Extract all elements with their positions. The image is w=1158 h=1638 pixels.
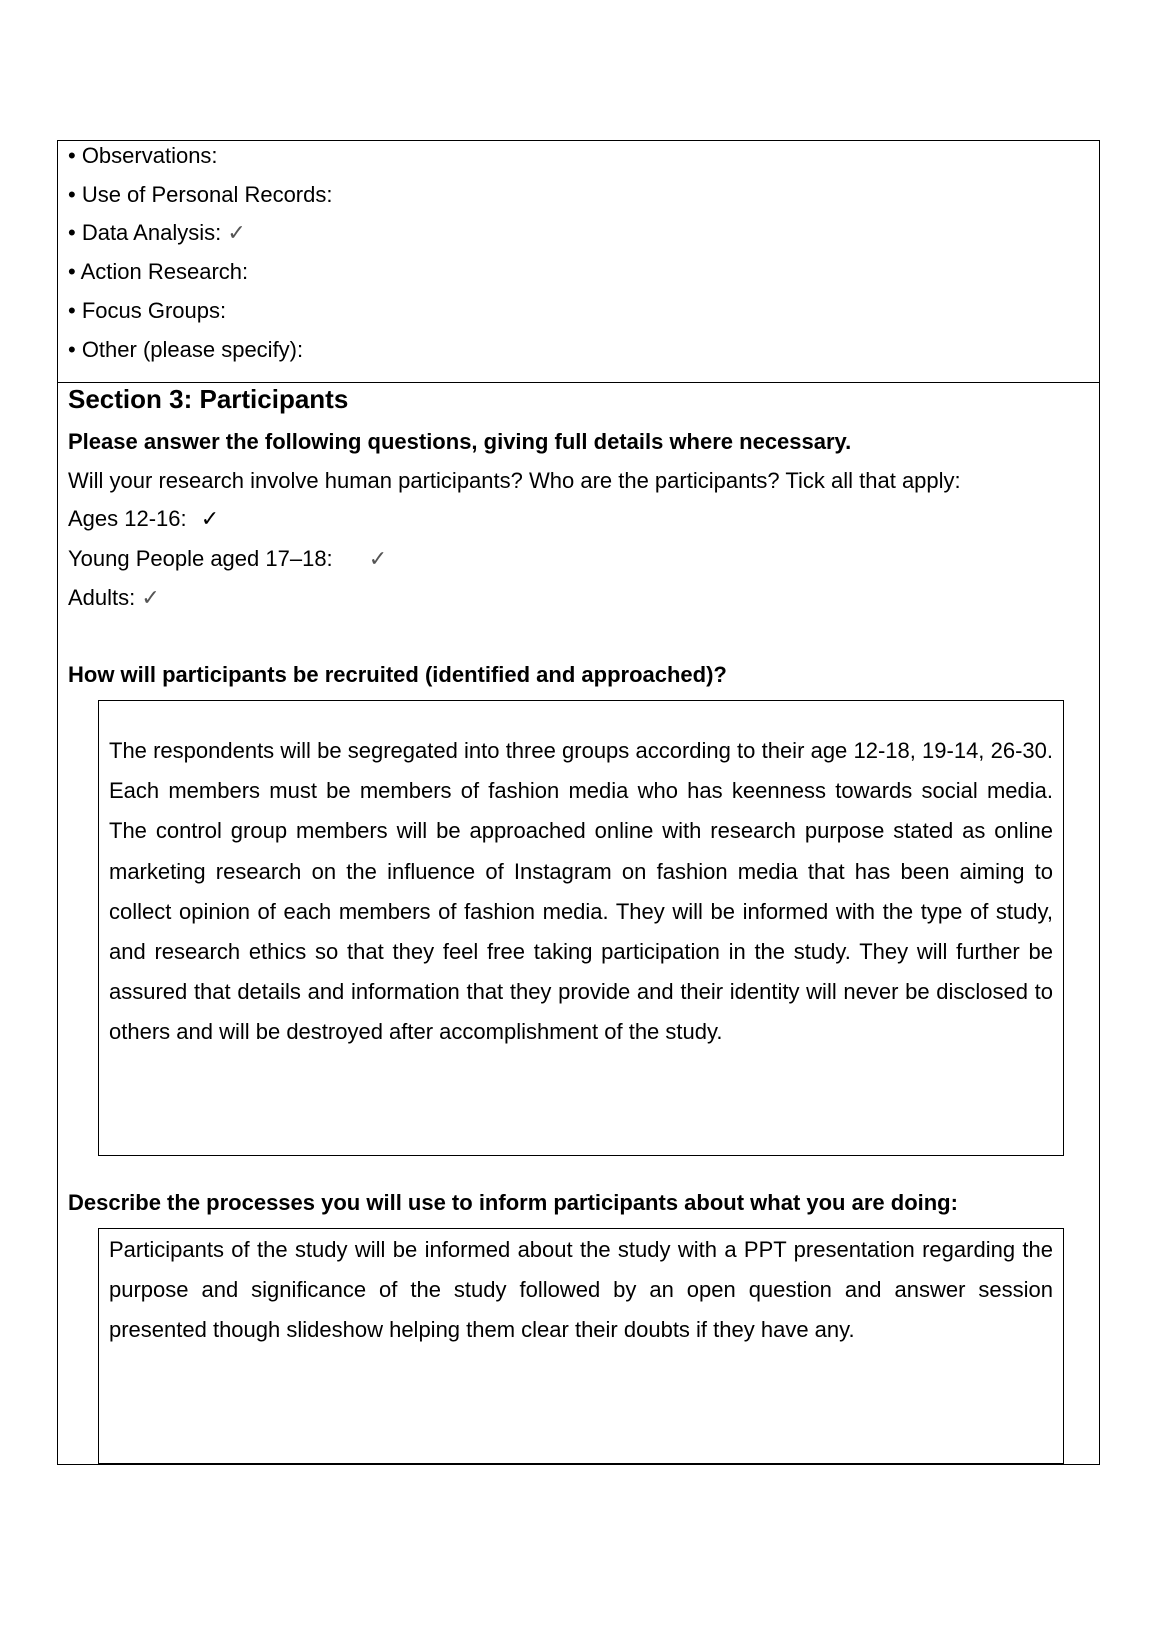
- method-observations: • Observations:: [68, 143, 218, 168]
- method-data-analysis: • Data Analysis: ✓: [68, 220, 246, 245]
- inform-answer-text: Participants of the study will be informed about the study with a PPT presentation regarding the purpose and significance of the study followed by an open question and answer session presented though slideshow helping them clear their doubts if they have any.: [109, 1237, 1053, 1343]
- recruit-answer-box: [98, 700, 1064, 1156]
- option-ages-12-16: Ages 12-16: ✓: [68, 506, 220, 531]
- option-adults: Adults: ✓: [68, 585, 160, 610]
- method-focus-groups: • Focus Groups:: [68, 298, 227, 323]
- methods-cell: [58, 141, 1099, 383]
- option-young-people: Young People aged 17–18: ✓: [68, 546, 388, 571]
- recruit-question: How will participants be recruited (identified and approached)?: [68, 662, 727, 687]
- form-table: [57, 140, 1100, 1465]
- method-action-research: • Action Research:: [68, 259, 249, 284]
- check-icon: ✓: [200, 506, 220, 531]
- method-other: • Other (please specify):: [68, 337, 304, 362]
- participants-cell: [58, 383, 1099, 1464]
- recruit-answer-text: The respondents will be segregated into three groups according to their age 12-18, 19-14, 26-30. Each members must be members of fashion media who has keenness towards social media. The control group members will be approached online with research purpose stated as online marketing research on the influence of Instagram on fashion media that has been aiming to collect opinion of each members of fashion media. They will be informed with the type of study, and research ethics so that they feel free taking participation in the study. They will further be assured that details and information that they provide and their identity will never be disclosed to others and will be destroyed after accomplishment of the study.: [109, 738, 1053, 1045]
- check-icon: ✓: [141, 585, 160, 610]
- participants-question: Will your research involve human participants? Who are the participants? Tick all that apply:: [68, 468, 961, 493]
- section-title: Section 3: Participants: [68, 384, 349, 414]
- check-icon: ✓: [227, 220, 246, 245]
- instruction-text: Please answer the following questions, giving full details where necessary.: [68, 429, 852, 454]
- check-icon: ✓: [368, 546, 388, 571]
- method-personal-records: • Use of Personal Records:: [68, 182, 333, 207]
- inform-answer-box: [98, 1228, 1064, 1464]
- inform-question: Describe the processes you will use to inform participants about what you are doing:: [68, 1190, 958, 1215]
